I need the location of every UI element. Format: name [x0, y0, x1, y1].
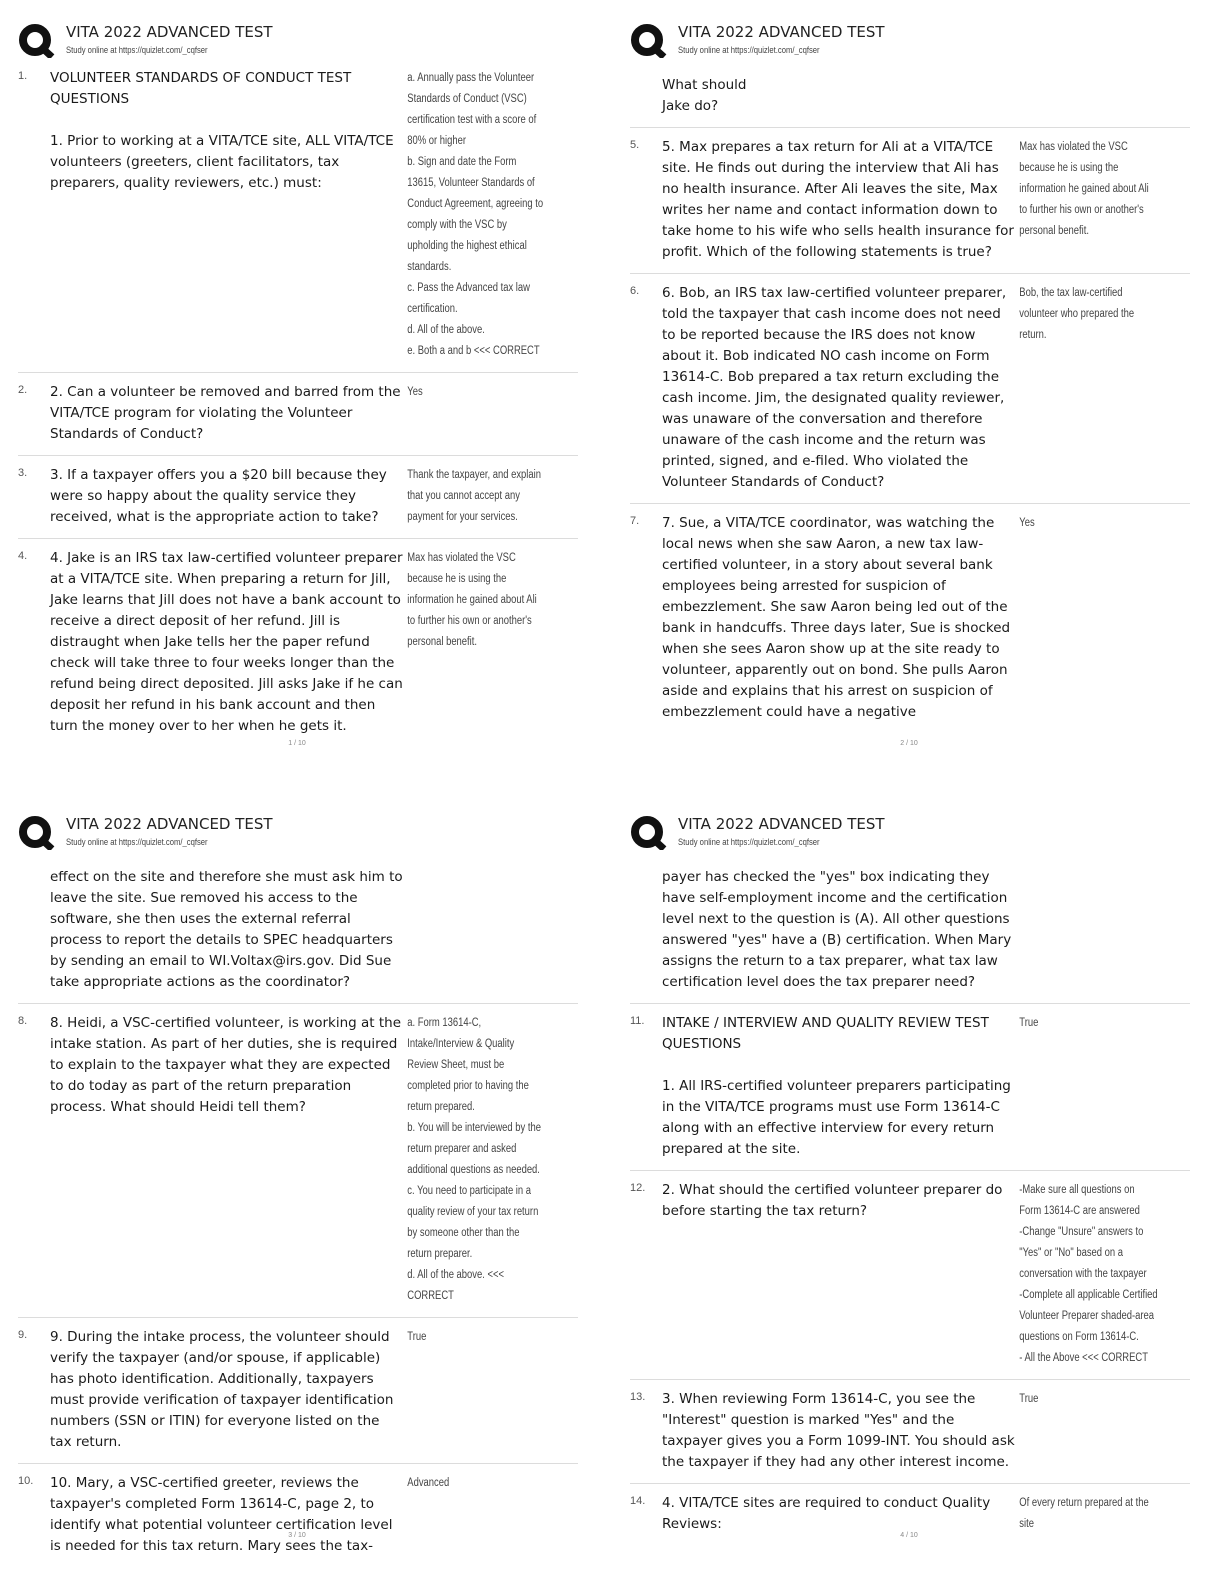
row-number: 8. [18, 1015, 28, 1027]
answer-text: a. Form 13614-C, Intake/Interview & Quality Review Sheet, must be completed prior to having the return prepared. b. You will be interviewed by the return preparer and asked additional questions as needed. c. You need to participate in a quality review of your tax return by someone other than the return preparer. d. All of the above. <<< CORRECT [407, 1017, 541, 1302]
quizlet-logo-icon [18, 816, 56, 850]
answer-text: True [1019, 1393, 1039, 1405]
row-number: 5. [630, 139, 640, 151]
answer-text: Yes [1019, 517, 1035, 529]
question-table [18, 858, 578, 1567]
table-row [630, 504, 1190, 733]
question-text: 10. Mary, a VSC-certified greeter, reviews the taxpayer's completed Form 13614-C, page 2, to identify what potential volunteer certification level is needed for this tax return. Mary sees the tax- [50, 1475, 393, 1554]
quizlet-logo-icon [630, 24, 668, 58]
question-text: VOLUNTEER STANDARDS OF CONDUCT TEST QUESTIONS 1. Prior to working at a VITA/TCE site, ALL VITA/TCE volunteers (greeters, client facilitators, tax preparers, quality reviewers, etc.) must: [50, 70, 394, 191]
row-number: 2. [18, 384, 28, 396]
table-row [18, 456, 578, 539]
question-table [18, 66, 578, 747]
table-row [18, 1318, 578, 1464]
table-row [18, 373, 578, 456]
continued-text-row [18, 858, 578, 1004]
doc-title: VITA 2022 ADVANCED TEST [66, 23, 273, 41]
answer-text: Max has violated the VSC because he is using the information he gained about Ali to further his own or another's personal benefit. [1019, 141, 1149, 237]
table-row [18, 66, 578, 373]
row-number: 13. [630, 1391, 646, 1403]
page-number: 4 / 10 [900, 1532, 918, 1539]
question-table [630, 858, 1190, 1545]
table-row [630, 1171, 1190, 1380]
question-text: 3. If a taxpayer offers you a $20 bill because they were so happy about the quality service they received, what is the appropriate action to take? [50, 467, 387, 525]
table-row [630, 1380, 1190, 1484]
answer-text: Yes [407, 386, 423, 398]
doc-title: VITA 2022 ADVANCED TEST [678, 23, 885, 41]
question-text: 4. Jake is an IRS tax law-certified volunteer preparer at a VITA/TCE site. When preparing a return for Jill, Jake learns that Jill does not have a bank account to receive a direct deposit of her refund. Jill is distraught when Jake tells her the paper refund check will take three to four weeks longer than the refund being direct deposited. Jill asks Jake if he can deposit her refund in his bank account and then turn the money over to her when he gets it. [50, 550, 403, 734]
answer-text: -Make sure all questions on Form 13614-C are answered -Change "Unsure" answers to "Yes" or "No" based on a conversation with the taxpayer -Complete all applicable Certified Volunteer Preparer shaded-area questions on Form 13614-C. - All the Above <<< CORRECT [1019, 1184, 1158, 1364]
page-1 [0, 0, 612, 792]
row-number: 7. [630, 515, 640, 527]
answer-text: Advanced [407, 1477, 450, 1489]
page-number: 2 / 10 [900, 740, 918, 747]
page-4 [612, 792, 1224, 1584]
question-text: 2. Can a volunteer be removed and barred from the VITA/TCE program for violating the Volunteer Standards of Conduct? [50, 384, 401, 442]
doc-subtitle: Study online at https://quizlet.com/_cqfser [678, 45, 820, 55]
page-header [18, 22, 578, 62]
table-row [630, 1004, 1190, 1171]
page-number: 3 / 10 [288, 1532, 306, 1539]
continued-question-text: effect on the site and therefore she must ask him to leave the site. Sue removed his access to the software, she then uses the external referral process to report the details to SPEC headquarters by sending an email to WI.Voltax@irs.gov. Did Sue take appropriate actions as the coordinator? [50, 869, 403, 990]
quizlet-logo-icon [630, 816, 668, 850]
page-3 [0, 792, 612, 1584]
question-text: 8. Heidi, a VSC-certified volunteer, is working at the intake station. As part of her duties, she is required to explain to the taxpayer what they are expected to do today as part of the return preparation process. What should Heidi tell them? [50, 1015, 402, 1115]
row-number: 10. [18, 1475, 34, 1487]
answer-text: a. Annually pass the Volunteer Standards of Conduct (VSC) certification test with a score of 80% or higher b. Sign and date the Form 13615, Volunteer Standards of Conduct Agreement, agreeing to comply with the VSC by upholding the highest ethical standards. c. Pass the Advanced tax law certification. d. All of the above. e. Both a and b <<< CORRECT [407, 72, 544, 357]
row-number: 3. [18, 467, 28, 479]
doc-subtitle: Study online at https://quizlet.com/_cqfser [66, 45, 208, 55]
row-number: 11. [630, 1015, 645, 1027]
doc-title: VITA 2022 ADVANCED TEST [66, 815, 273, 833]
continued-text-row [630, 858, 1190, 1004]
question-text: 2. What should the certified volunteer preparer do before starting the tax return? [662, 1182, 1003, 1219]
answer-text: Thank the taxpayer, and explain that you cannot accept any payment for your services. [407, 469, 541, 523]
row-number: 6. [630, 285, 640, 297]
question-text: 4. VITA/TCE sites are required to conduct Quality Reviews: [662, 1495, 991, 1532]
table-row [630, 128, 1190, 274]
doc-subtitle: Study online at https://quizlet.com/_cqfser [678, 837, 820, 847]
question-text: 3. When reviewing Form 13614-C, you see the "Interest" question is marked "Yes" and the taxpayer gives you a Form 1099-INT. You should ask the taxpayer if they had any other interest income. [662, 1391, 1015, 1470]
row-number: 14. [630, 1495, 646, 1507]
row-number: 9. [18, 1329, 28, 1341]
row-number: 12. [630, 1182, 646, 1194]
table-row [630, 274, 1190, 504]
table-row [18, 1004, 578, 1318]
continued-question-text: What should Jake do? [662, 77, 747, 114]
page-header [18, 814, 578, 854]
answer-text: Bob, the tax law-certified volunteer who prepared the return. [1019, 287, 1135, 341]
doc-title: VITA 2022 ADVANCED TEST [678, 815, 885, 833]
page-header [630, 814, 1190, 854]
question-text: INTAKE / INTERVIEW AND QUALITY REVIEW TEST QUESTIONS 1. All IRS-certified volunteer preparers participating in the VITA/TCE programs must use Form 13614-C along with an effective interview for every return prepared at the site. [662, 1015, 1011, 1157]
page-number: 1 / 10 [288, 740, 306, 747]
row-number: 1. [18, 70, 28, 82]
question-text: 5. Max prepares a tax return for Ali at a VITA/TCE site. He finds out during the interview that Ali has no health insurance. After Ali leaves the site, Max writes her name and contact information down to take home to his wife who sells health insurance for profit. Which of the following statements is true? [662, 139, 1014, 260]
continued-text-row [630, 66, 1190, 128]
page-2 [612, 0, 1224, 792]
continued-question-text: payer has checked the "yes" box indicating they have self-employment income and the certification level next to the question is (A). All other questions answered "yes" have a (B) certification. When Mary assigns the return to a tax preparer, what tax law certification level does the tax preparer need? [662, 869, 1012, 990]
doc-subtitle: Study online at https://quizlet.com/_cqfser [66, 837, 208, 847]
table-row [18, 539, 578, 747]
question-text: 7. Sue, a VITA/TCE coordinator, was watching the local news when she saw Aaron, a new tax law-certified volunteer, in a story about several bank employees being arrested for suspicion of embezzlement. She saw Aaron being led out of the bank in handcuffs. Three days later, Sue is shocked when she sees Aaron show up at the site ready to volunteer, apparently out on bond. She pulls Aaron aside and explains that his arrest on suspicion of embezzlement could have a negative [662, 515, 1011, 720]
table-row [18, 1464, 578, 1567]
page-header [630, 22, 1190, 62]
question-text: 6. Bob, an IRS tax law-certified volunteer preparer, told the taxpayer that cash income does not need to be reported because the IRS does not know about it. Bob indicated NO cash income on Form 13614-C. Bob prepared a tax return excluding the cash income. Jim, the designated quality reviewer, was unaware of the conversation and therefore unaware of the cash income and the return was printed, signed, and e-filed. Who violated the Volunteer Standards of Conduct? [662, 285, 1007, 490]
quizlet-logo-icon [18, 24, 56, 58]
question-text: 9. During the intake process, the volunteer should verify the taxpayer (and/or spouse, if applicable) has photo identification. Additionally, taxpayers must provide verification of taxpayer identification numbers (SSN or ITIN) for everyone listed on the tax return. [50, 1329, 394, 1450]
answer-text: Of every return prepared at the site [1019, 1497, 1149, 1530]
answer-text: Max has violated the VSC because he is using the information he gained about Ali to further his own or another's personal benefit. [407, 552, 537, 648]
answer-text: True [407, 1331, 427, 1343]
answer-text: True [1019, 1017, 1039, 1029]
question-table [630, 66, 1190, 733]
row-number: 4. [18, 550, 28, 562]
